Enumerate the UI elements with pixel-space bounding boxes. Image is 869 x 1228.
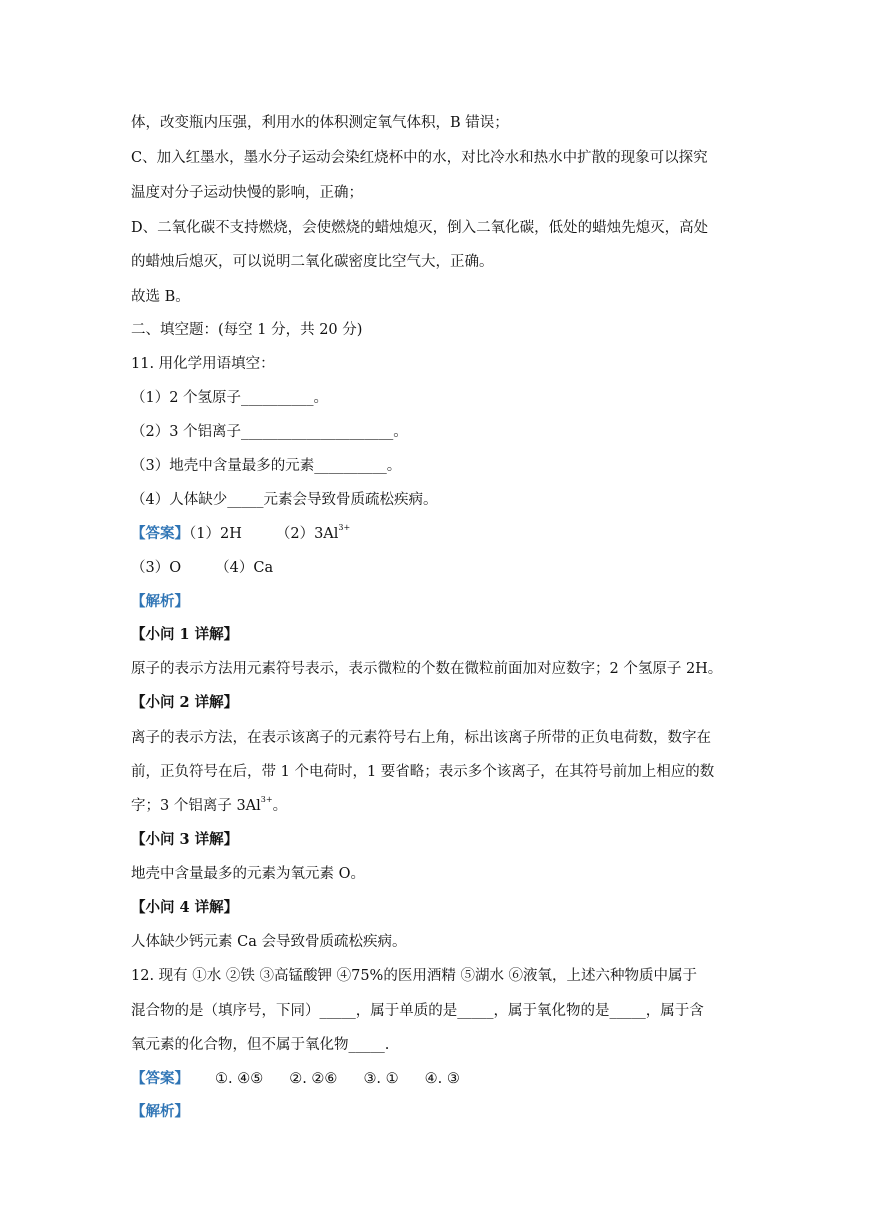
text-line: D、二氧化碳不支持燃烧，会使燃烧的蜡烛熄灭，倒入二氧化碳，低处的蜡烛先熄灭，高处 bbox=[131, 220, 709, 236]
question-12-stem: 12. 现有 ①水 ②铁 ③高锰酸钾 ④75%的医用酒精 ⑤湖水 ⑥液氧，上述六种物质中属于 bbox=[131, 968, 698, 984]
answer-label: 【答案】 bbox=[131, 1070, 189, 1087]
analysis-label: 【解析】 bbox=[131, 1103, 189, 1120]
subquestion-3-body: 地壳中含量最多的元素为氧元素 O。 bbox=[131, 866, 365, 882]
text-line: 温度对分子运动快慢的影响，正确； bbox=[131, 185, 363, 201]
subquestion-2-body bbox=[131, 796, 287, 816]
question-12-stem: 氧元素的化合物，但不属于氧化物_____. bbox=[131, 1037, 390, 1053]
subquestion-1-body: 原子的表示方法用元素符号表示，表示微粒的个数在微粒前面加对应数字；2 个氢原子 2H。 bbox=[131, 661, 723, 677]
answer-11-line-2 bbox=[131, 558, 273, 578]
question-11-part-1: （1）2 个氢原子__________。 bbox=[131, 390, 329, 406]
subquestion-1-heading: 【小问 1 详解】 bbox=[131, 626, 239, 643]
answer-11-line-1 bbox=[131, 524, 350, 544]
answer-12-part-2: ②. ②⑥ bbox=[289, 1071, 338, 1087]
text-line: 故选 B。 bbox=[131, 289, 190, 305]
subquestion-2-body: 前，正负符号在后，带 1 个电荷时，1 要省略；表示多个该离子，在其符号前加上相应的数 bbox=[131, 764, 715, 780]
subquestion-2-heading: 【小问 2 详解】 bbox=[131, 694, 239, 711]
text-line: 的蜡烛后熄灭，可以说明二氧化碳密度比空气大，正确。 bbox=[131, 254, 494, 270]
answer-12-part-4: ④. ③ bbox=[424, 1071, 460, 1087]
answer-part-3: （3）O bbox=[131, 560, 182, 576]
text-line: 体，改变瓶内压强，利用水的体积测定氧气体积，B 错误； bbox=[131, 115, 509, 131]
answer-part-4: （4）Ca bbox=[215, 560, 274, 576]
analysis-label: 【解析】 bbox=[131, 593, 189, 610]
subquestion-2-text: 字；3 个铝离子 3Al bbox=[131, 798, 261, 814]
superscript-charge: 3+ bbox=[260, 795, 273, 804]
subquestion-3-heading: 【小问 3 详解】 bbox=[131, 831, 239, 848]
answer-12-part-3: ③. ① bbox=[363, 1071, 399, 1087]
question-12-stem: 混合物的是（填序号，下同）_____，属于单质的是_____，属于氧化物的是_____，属于含 bbox=[131, 1003, 704, 1019]
question-11-part-4: （4）人体缺少_____元素会导致骨质疏松疾病。 bbox=[131, 492, 438, 508]
section-heading: 二、填空题：(每空 1 分，共 20 分) bbox=[131, 322, 363, 338]
text-line: C、加入红墨水，墨水分子运动会染红烧杯中的水，对比冷水和热水中扩散的现象可以探究 bbox=[131, 150, 708, 166]
subquestion-4-body: 人体缺少钙元素 Ca 会导致骨质疏松疾病。 bbox=[131, 934, 407, 950]
superscript-charge: 3+ bbox=[338, 523, 351, 532]
answer-part-2: （2）3Al bbox=[275, 526, 339, 542]
answer-12-line bbox=[131, 1069, 460, 1089]
question-11-part-2: （2）3 个铝离子_____________________。 bbox=[131, 424, 408, 440]
answer-12-part-1: ①. ④⑤ bbox=[215, 1071, 264, 1087]
subquestion-2-end: 。 bbox=[272, 798, 288, 814]
question-11-stem: 11. 用化学用语填空： bbox=[131, 356, 275, 372]
answer-part-1: （1）2H bbox=[189, 526, 242, 542]
subquestion-2-body: 离子的表示方法，在表示该离子的元素符号右上角，标出该离子所带的正负电荷数，数字在 bbox=[131, 730, 711, 746]
question-11-part-3: （3）地壳中含量最多的元素__________。 bbox=[131, 458, 402, 474]
subquestion-4-heading: 【小问 4 详解】 bbox=[131, 899, 239, 916]
answer-label: 【答案】 bbox=[131, 525, 189, 542]
